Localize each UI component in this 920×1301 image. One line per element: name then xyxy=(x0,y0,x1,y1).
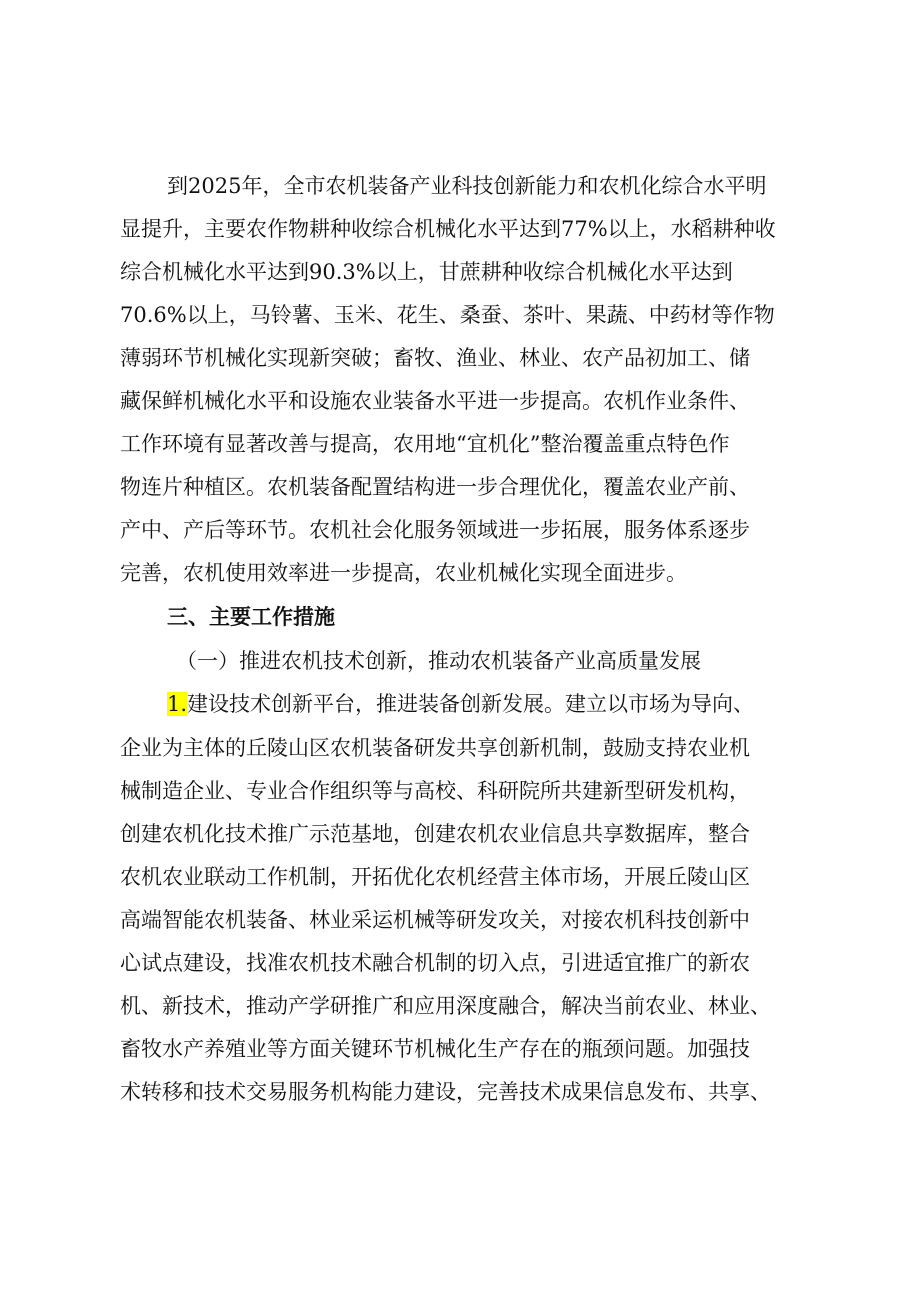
item-number-highlight: 1. xyxy=(167,692,188,716)
paragraph-line: 企业为主体的丘陵山区农机装备研发共享创新机制，鼓励支持农业机 xyxy=(120,736,750,760)
paragraph-line: 综合机械化水平达到90.3%以上，甘蔗耕种收综合机械化水平达到 xyxy=(120,260,733,284)
subsection-heading: （一）推进农机技术创新，推动农机装备产业高质量发展 xyxy=(176,649,701,673)
paragraph-line: 创建农机化技术推广示范基地，创建农机农业信息共享数据库，整合 xyxy=(120,822,750,846)
item-first-line-text: 建设技术创新平台，推进装备创新发展。建立以市场为导向、 xyxy=(187,692,755,716)
paragraph-line: 畜牧水产养殖业等方面关键环节机械化生产存在的瓶颈问题。加强技 xyxy=(120,1037,750,1061)
paragraph-line: 藏保鲜机械化水平和设施农业装备水平进一步提高。农机作业条件、 xyxy=(120,389,750,413)
paragraph-line: 70.6%以上，马铃薯、玉米、花生、桑蚕、茶叶、果蔬、中药材等作物 xyxy=(120,303,775,327)
paragraph-line: 术转移和技术交易服务机构能力建设，完善技术成果信息发布、共享、 xyxy=(120,1080,771,1104)
paragraph-line: 薄弱环节机械化实现新突破；畜牧、渔业、林业、农产品初加工、储 xyxy=(120,346,750,370)
paragraph-line: 工作环境有显著改善与提高，农用地“宜机化”整治覆盖重点特色作 xyxy=(120,432,730,456)
item-first-line xyxy=(167,690,867,718)
paragraph-line: 物连片种植区。农机装备配置结构进一步合理优化，覆盖农业产前、 xyxy=(120,475,750,499)
paragraph-line: 产中、产后等环节。农机社会化服务领域进一步拓展，服务体系逐步 xyxy=(120,518,750,542)
paragraph-line: 械制造企业、专业合作组织等与高校、科研院所共建新型研发机构， xyxy=(120,779,750,803)
paragraph-line: 到2025年，全市农机装备产业科技创新能力和农机化综合水平明 xyxy=(167,174,767,198)
paragraph-line: 完善，农机使用效率进一步提高，农业机械化实现全面进步。 xyxy=(120,561,687,585)
paragraph-line: 机、新技术，推动产学研推广和应用深度融合，解决当前农业、林业、 xyxy=(120,994,771,1018)
section-heading: 三、主要工作措施 xyxy=(167,605,335,629)
paragraph-line: 高端智能农机装备、林业采运机械等研发攻关，对接农机科技创新中 xyxy=(120,908,750,932)
paragraph-line: 心试点建设，找准农机技术融合机制的切入点，引进适宜推广的新农 xyxy=(120,951,750,975)
paragraph-line: 农机农业联动工作机制，开拓优化农机经营主体市场，开展丘陵山区 xyxy=(120,865,750,889)
paragraph-line: 显提升，主要农作物耕种收综合机械化水平达到77%以上，水稻耕种收 xyxy=(120,217,776,241)
